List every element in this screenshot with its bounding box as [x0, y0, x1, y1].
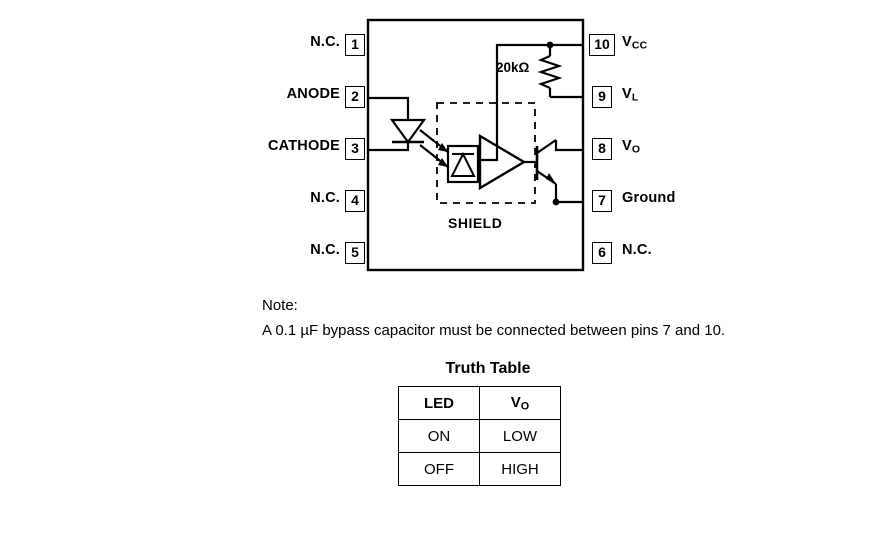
shield-boundary — [437, 103, 535, 203]
amplifier-icon — [480, 136, 524, 188]
pin-number-4: 4 — [345, 190, 365, 212]
pin-number-5: 5 — [345, 242, 365, 264]
table-cell-vo-low: LOW — [480, 420, 561, 453]
pin-label-3: CATHODE — [267, 138, 340, 154]
pin-label-10: $V_{CC}$ — [622, 34, 648, 52]
truth-table — [398, 386, 561, 486]
lead-anode — [368, 98, 408, 120]
table-header-row — [399, 387, 561, 420]
note-line-2: A 0.1 µF bypass capacitor must be connected between pins 7 and 10. — [262, 322, 726, 339]
table-cell-vo-high: HIGH — [480, 453, 561, 486]
pin-label-7: Ground — [622, 190, 676, 206]
pin-number-10: 10 — [589, 34, 615, 56]
pin-label-1: N.C. — [310, 34, 340, 50]
detector-triangle-icon — [452, 154, 474, 176]
shield-label: SHIELD — [448, 215, 503, 231]
junction-dot-vcc — [547, 42, 554, 49]
truth-table-title: Truth Table — [445, 360, 531, 377]
pin-number-8: 8 — [592, 138, 612, 160]
pin-number-3: 3 — [345, 138, 365, 160]
wire-to-ground — [556, 184, 583, 202]
pin-number-7: 7 — [592, 190, 612, 212]
table-cell-led-off: OFF — [399, 453, 480, 486]
table-row — [399, 453, 561, 486]
table-header-led: LED — [399, 387, 480, 420]
pin-label-9: $V_L$ — [622, 86, 639, 104]
resistor-value-label: 20kΩ — [496, 60, 530, 75]
pin-label-6: N.C. — [622, 242, 652, 258]
wire-to-vo — [556, 140, 583, 150]
pin-label-5: N.C. — [310, 242, 340, 258]
note-line-1: Note: — [262, 297, 298, 314]
pin-number-9: 9 — [592, 86, 612, 108]
junction-dot-ground — [553, 199, 560, 206]
resistor-20k-icon — [541, 45, 559, 97]
pin-label-2: ANODE — [286, 86, 340, 102]
pin-number-2: 2 — [345, 86, 365, 108]
transistor-emitter-arrow — [546, 173, 556, 184]
table-cell-led-on: ON — [399, 420, 480, 453]
led-triangle-icon — [392, 120, 424, 142]
pin-label-4: N.C. — [310, 190, 340, 206]
table-row — [399, 420, 561, 453]
table-header-vo: $V_O$ — [480, 387, 561, 420]
pin-number-1: 1 — [345, 34, 365, 56]
light-arrows-icon — [420, 130, 448, 167]
pin-number-6: 6 — [592, 242, 612, 264]
transistor-collector-lead — [537, 140, 556, 153]
pin-label-8: $V_O$ — [622, 138, 641, 156]
